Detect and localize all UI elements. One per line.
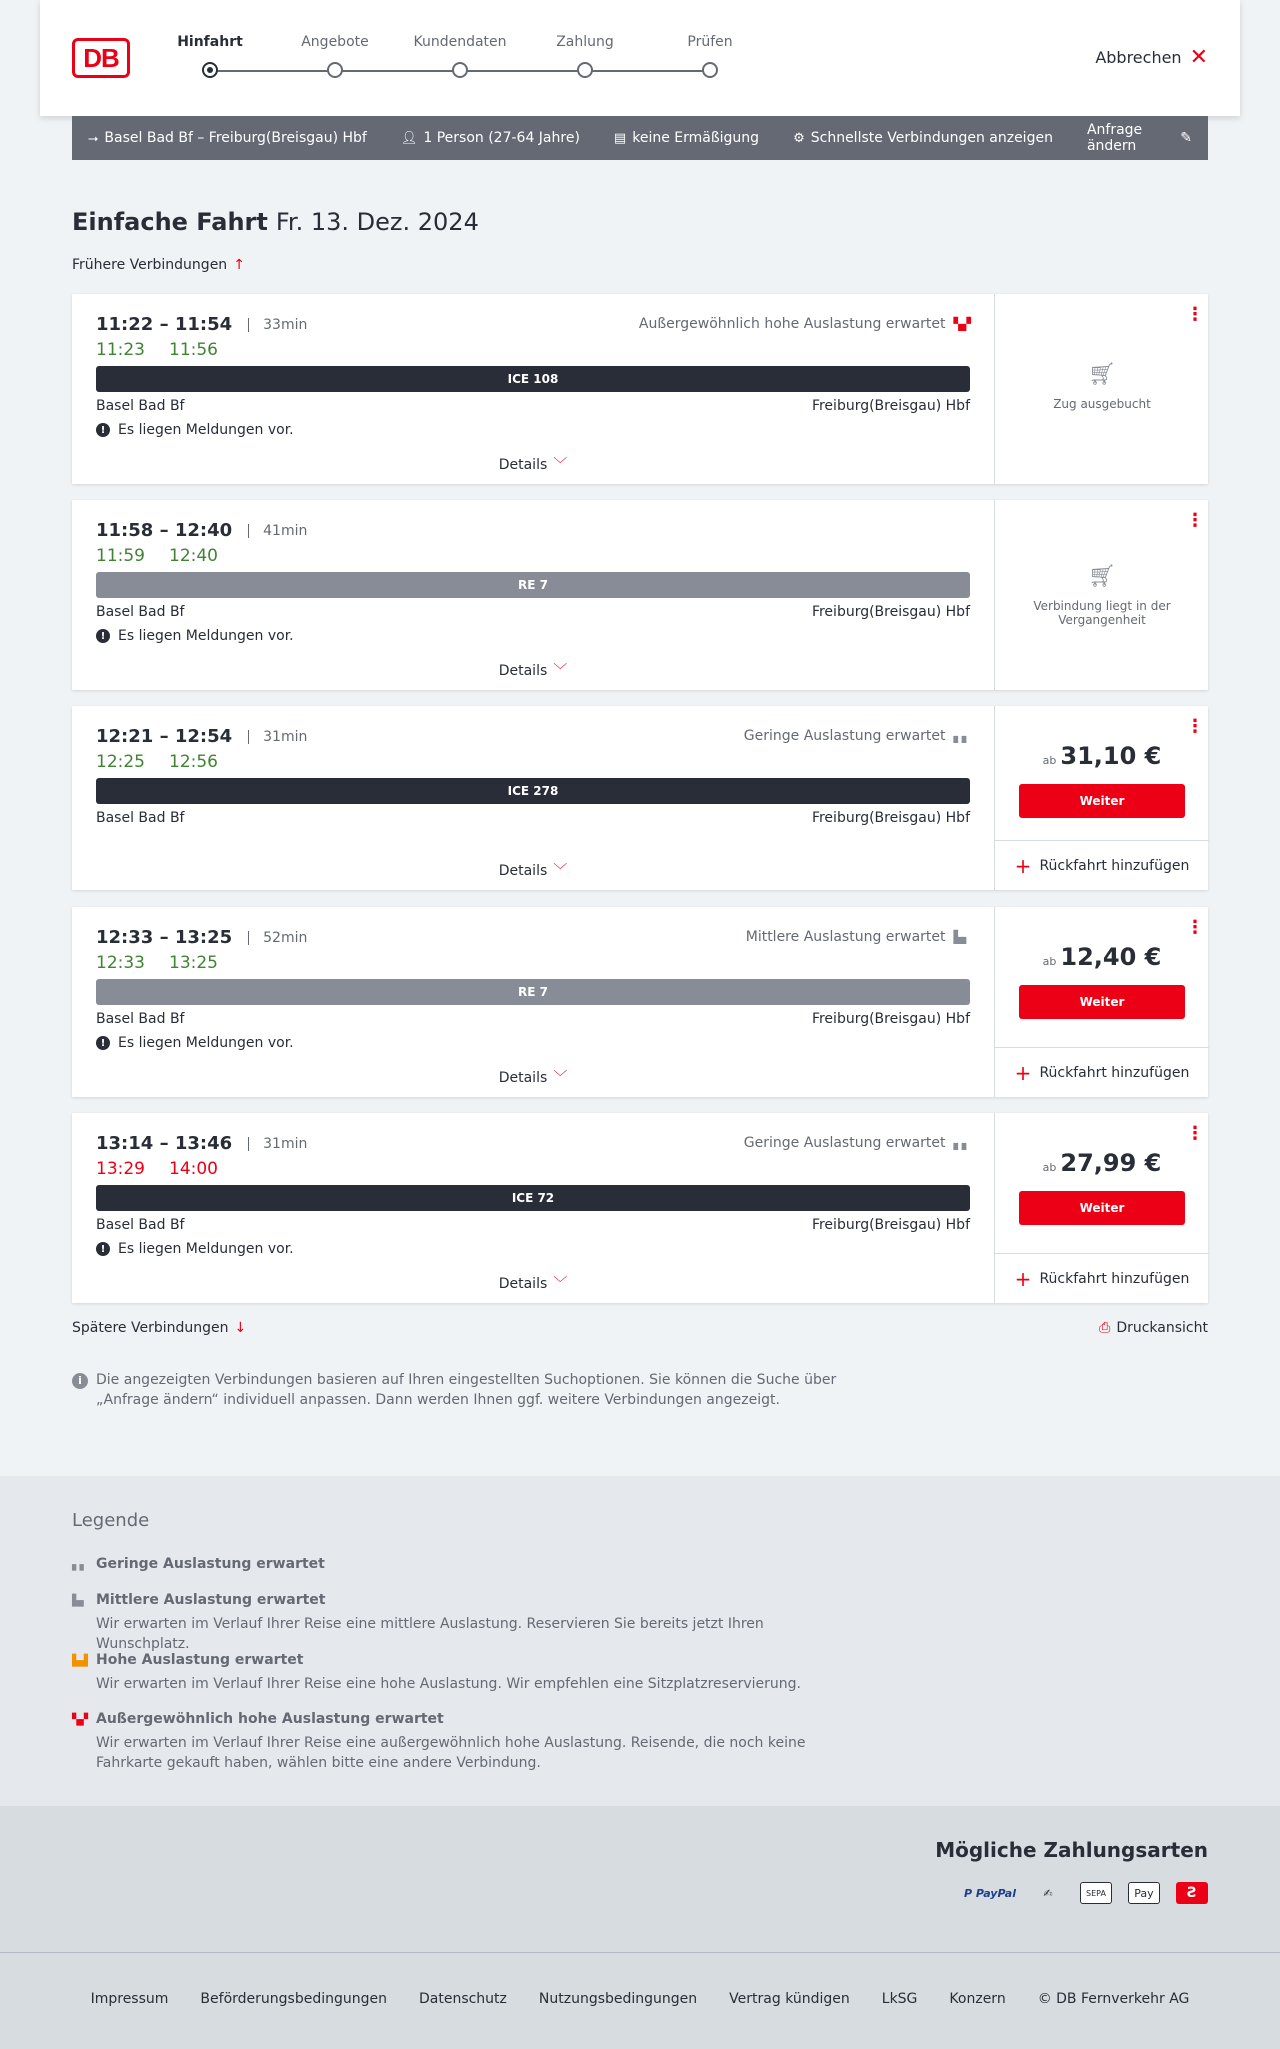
chevron-down-icon: ﹀ — [553, 663, 568, 679]
footer-link-impressum[interactable]: Impressum — [90, 1991, 169, 2007]
summary-travellers — [401, 130, 580, 146]
realtime-times — [96, 953, 218, 973]
footer-link-datenschutz[interactable]: Datenschutz — [418, 1991, 507, 2007]
times-text: 12:21 – 12:54 — [96, 726, 233, 747]
occupancy-indicator — [639, 316, 970, 332]
cancel-label: Abbrechen — [1095, 48, 1182, 67]
step-angebote — [275, 34, 395, 50]
card-icon: ▤ — [613, 130, 627, 146]
origin-station: Basel Bad Bf — [96, 604, 185, 620]
legend-label: Mittlere Auslastung erwartet — [96, 1592, 326, 1608]
booking-header — [40, 0, 1240, 116]
message-notice — [96, 628, 294, 644]
details-toggle[interactable] — [72, 860, 994, 880]
occupancy-indicator — [746, 929, 970, 945]
trip-type: Einfache Fahrt — [72, 208, 268, 236]
fastest-text: Schnellste Verbindungen anzeigen — [810, 130, 1053, 146]
realtime-departure: 11:59 — [96, 546, 145, 566]
step-label: Hinfahrt — [177, 34, 243, 50]
origin-station: Basel Bad Bf — [96, 810, 185, 826]
price — [995, 1149, 1209, 1177]
step-dot — [702, 62, 718, 78]
occupancy-medium-icon: ▙▖ — [72, 1593, 87, 1607]
legend-item-extreme — [72, 1711, 852, 1773]
close-icon: ✕ — [1189, 44, 1208, 70]
footer-link-konzern[interactable]: Konzern — [949, 1991, 1006, 2007]
alert-icon: ! — [96, 1036, 110, 1050]
step-label: Prüfen — [687, 34, 733, 50]
direct-debit-icon: ✍ — [1043, 1886, 1053, 1900]
destination-station: Freiburg(Breisgau) Hbf — [811, 1011, 970, 1027]
connection-info — [72, 500, 994, 690]
connection-card — [72, 706, 1208, 890]
add-return-label: Rückfahrt hinzufügen — [1039, 1064, 1190, 1081]
db-bonus-icon: Ƨ — [1176, 1882, 1208, 1904]
occupancy-high-icon: ▙▟ — [72, 1653, 87, 1667]
legend-desc: Wir erwarten im Verlauf Ihrer Reise eine mittlere Auslastung. Reservieren Sie bereits jetzt Ihren Wunschplatz. — [96, 1616, 764, 1652]
chevron-down-icon: ﹀ — [553, 1276, 568, 1292]
realtime-arrival: 12:56 — [169, 752, 218, 772]
alert-icon: ! — [96, 423, 110, 437]
scheduled-times — [96, 520, 307, 541]
paypal-icon: P PayPal — [963, 1886, 1016, 1900]
legend-item-high — [72, 1652, 852, 1694]
occupancy-text: Geringe Auslastung erwartet — [743, 728, 946, 744]
details-toggle[interactable] — [72, 660, 994, 680]
occupancy-low-icon: ▖▖ — [953, 1136, 970, 1150]
add-return-label: Rückfahrt hinzufügen — [1039, 1270, 1190, 1287]
times-text: 13:14 – 13:46 — [96, 1133, 233, 1154]
details-label: Details — [498, 457, 548, 473]
realtime-departure: 12:25 — [96, 752, 145, 772]
connection-info — [72, 1113, 994, 1303]
times-text: 11:58 – 12:40 — [96, 520, 233, 541]
connection-info — [72, 907, 994, 1097]
more-options-icon[interactable]: ⋮ — [1186, 304, 1204, 325]
realtime-times — [96, 340, 218, 360]
scheduled-times — [96, 726, 307, 747]
connection-info — [72, 706, 994, 890]
earlier-label: Frühere Verbindungen — [72, 257, 228, 273]
train-bar[interactable]: ICE 108 — [96, 366, 970, 392]
occupancy-extreme-icon: ▚▞ — [953, 317, 970, 331]
step-dot — [327, 62, 343, 78]
unavailable-notice — [995, 362, 1209, 411]
realtime-arrival: 12:40 — [169, 546, 218, 566]
summary-route — [88, 130, 367, 146]
footer-copyright: © DB Fernverkehr AG — [1037, 1991, 1190, 2007]
legend-desc: Wir erwarten im Verlauf Ihrer Reise eine außergewöhnlich hohe Auslastung. Reisende, die noch keine Fahrkarte gekauft haben, wählen bitte eine andere Verbindung. — [96, 1735, 806, 1771]
chevron-down-icon: ﹀ — [553, 863, 568, 879]
destination-station: Freiburg(Breisgau) Hbf — [811, 604, 970, 620]
legend-item-low — [72, 1556, 852, 1572]
cart-unavailable-icon: 🛒︎ — [1088, 564, 1116, 589]
realtime-arrival: 14:00 — [169, 1159, 218, 1179]
footer-link-lksg[interactable]: LkSG — [881, 1991, 918, 2007]
legend-desc: Wir erwarten im Verlauf Ihrer Reise eine hohe Auslastung. Wir empfehlen eine Sitzplatzreservierung. — [96, 1676, 801, 1692]
sepa-icon: SEPA — [1080, 1882, 1112, 1904]
realtime-times — [96, 1159, 218, 1179]
footer-link-kuendigen[interactable]: Vertrag kündigen — [729, 1991, 850, 2007]
info-text: Die angezeigten Verbindungen basieren auf Ihren eingestellten Suchoptionen. Sie können die Suche über „Anfrage ändern“ individuell anpassen. Dann werden Ihnen ggf. weitere Verbindungen angezeigt. — [96, 1372, 837, 1408]
alert-icon: ! — [96, 629, 110, 643]
unavailable-notice — [995, 564, 1209, 627]
plus-icon: + — [1014, 853, 1032, 878]
message-notice — [96, 422, 294, 438]
add-return-button[interactable] — [995, 840, 1209, 890]
step-dot — [452, 62, 468, 78]
duration: 33min — [248, 318, 307, 332]
occupancy-text: Außergewöhnlich hohe Auslastung erwartet — [638, 316, 946, 332]
details-label: Details — [498, 1276, 548, 1292]
details-label: Details — [498, 1070, 548, 1086]
scheduled-times — [96, 1133, 307, 1154]
arrow-up-icon: ↑ — [233, 257, 245, 273]
origin-station: Basel Bad Bf — [96, 398, 185, 414]
realtime-departure: 13:29 — [96, 1159, 145, 1179]
details-toggle[interactable] — [72, 1067, 994, 1087]
legend-label: Geringe Auslastung erwartet — [96, 1556, 325, 1572]
occupancy-indicator — [744, 728, 970, 744]
change-request-button[interactable] — [1087, 122, 1192, 154]
footer-link-nutzung[interactable]: Nutzungsbedingungen — [538, 1991, 698, 2007]
legend-section — [0, 1476, 1280, 1806]
more-options-icon[interactable]: ⋮ — [1186, 716, 1204, 737]
occupancy-text: Mittlere Auslastung erwartet — [745, 929, 946, 945]
arrow-down-icon: ↓ — [234, 1320, 247, 1336]
add-return-label: Rückfahrt hinzufügen — [1039, 857, 1190, 874]
plus-icon: + — [1014, 1060, 1032, 1085]
arrow-right-icon: ⭢ — [88, 130, 99, 146]
train-bar[interactable]: ICE 278 — [96, 778, 970, 804]
scheduled-times — [96, 314, 307, 335]
apple-pay-icon: Pay — [1128, 1882, 1160, 1904]
duration: 31min — [248, 730, 307, 744]
details-label: Details — [498, 863, 548, 879]
footer — [0, 1952, 1280, 2049]
train-bar[interactable]: ICE 72 — [96, 1185, 970, 1211]
train-bar[interactable]: RE 7 — [96, 572, 970, 598]
connection-card — [72, 500, 1208, 690]
travellers-text: 1 Person (27-64 Jahre) — [423, 130, 580, 146]
summary-discount — [614, 130, 759, 146]
message-text: Es liegen Meldungen vor. — [118, 1241, 294, 1257]
printer-icon: ⎙ — [1099, 1320, 1111, 1336]
unavailable-text: Zug ausgebucht — [1053, 397, 1151, 411]
payment-title: Mögliche Zahlungsarten — [935, 1838, 1208, 1862]
plus-icon: + — [1014, 1266, 1032, 1291]
message-notice — [96, 1241, 294, 1257]
more-options-icon[interactable]: ⋮ — [1186, 1123, 1204, 1144]
destination-station: Freiburg(Breisgau) Hbf — [811, 398, 970, 414]
price-prefix: ab — [1042, 754, 1057, 767]
realtime-departure: 12:33 — [96, 953, 145, 973]
message-text: Es liegen Meldungen vor. — [118, 1035, 294, 1051]
offer-panel — [994, 294, 1208, 484]
legend-label: Außergewöhnlich hohe Auslastung erwartet — [96, 1711, 444, 1727]
origin-station: Basel Bad Bf — [96, 1217, 185, 1233]
message-text: Es liegen Meldungen vor. — [118, 628, 294, 644]
change-text: Anfrage ändern — [1086, 122, 1143, 154]
duration: 31min — [248, 1137, 307, 1151]
step-zahlung — [525, 34, 645, 50]
details-label: Details — [498, 663, 548, 679]
offer-panel — [994, 907, 1208, 1097]
step-pruefen — [650, 34, 770, 50]
more-options-icon[interactable]: ⋮ — [1186, 510, 1204, 531]
destination-station: Freiburg(Breisgau) Hbf — [811, 1217, 970, 1233]
add-return-button[interactable] — [995, 1253, 1209, 1303]
origin-station: Basel Bad Bf — [96, 1011, 185, 1027]
later-connections-link[interactable] — [72, 1320, 246, 1336]
price-prefix: ab — [1042, 1161, 1057, 1174]
message-text: Es liegen Meldungen vor. — [118, 422, 294, 438]
price — [995, 742, 1209, 770]
filter-icon: ⚙ — [793, 130, 805, 146]
route-text: Basel Bad Bf – Freiburg(Breisgau) Hbf — [104, 130, 367, 146]
later-label: Spätere Verbindungen — [72, 1320, 229, 1336]
step-dot — [202, 62, 218, 78]
offer-panel — [994, 1113, 1208, 1303]
add-return-button[interactable] — [995, 1047, 1209, 1097]
cart-unavailable-icon: 🛒︎ — [1088, 362, 1116, 387]
price-prefix: ab — [1042, 955, 1057, 968]
message-notice — [96, 1035, 294, 1051]
legend-title: Legende — [72, 1510, 150, 1531]
print-view-link[interactable] — [1099, 1320, 1208, 1336]
times-text: 11:22 – 11:54 — [96, 314, 233, 335]
step-label: Zahlung — [556, 34, 614, 50]
offer-panel — [994, 500, 1208, 690]
person-icon: 👤︎ — [400, 130, 418, 146]
print-label: Druckansicht — [1116, 1320, 1208, 1336]
offer-panel — [994, 706, 1208, 890]
duration: 41min — [248, 524, 307, 538]
continue-button[interactable]: Weiter — [1019, 784, 1185, 818]
details-toggle[interactable] — [72, 1273, 994, 1293]
summary-fastest[interactable] — [793, 130, 1053, 146]
realtime-arrival: 11:56 — [169, 340, 218, 360]
earlier-connections-link[interactable] — [72, 257, 245, 273]
discount-text: keine Ermäßigung — [632, 130, 760, 146]
realtime-times — [96, 752, 218, 772]
continue-button[interactable]: Weiter — [1019, 1191, 1185, 1225]
step-kundendaten — [400, 34, 520, 50]
footer-link-befoerderung[interactable]: Beförderungsbedingungen — [200, 1991, 387, 2007]
connection-card — [72, 1113, 1208, 1303]
destination-station: Freiburg(Breisgau) Hbf — [811, 810, 970, 826]
chevron-down-icon: ﹀ — [553, 457, 568, 473]
payment-icons — [964, 1882, 1208, 1904]
occupancy-low-icon: ▖▖ — [953, 729, 970, 743]
price — [995, 943, 1209, 971]
connection-info — [72, 294, 994, 484]
occupancy-medium-icon: ▙▖ — [953, 930, 970, 944]
realtime-arrival: 13:25 — [169, 953, 218, 973]
cancel-button[interactable] — [1095, 44, 1208, 70]
db-logo[interactable]: DB — [72, 38, 130, 78]
occupancy-extreme-icon: ▚▞ — [72, 1712, 87, 1726]
price-value: 31,10 € — [1060, 742, 1162, 770]
payment-methods-section — [0, 1806, 1280, 1952]
continue-button[interactable]: Weiter — [1019, 985, 1185, 1019]
train-bar[interactable]: RE 7 — [96, 979, 970, 1005]
legend-item-medium — [72, 1592, 852, 1654]
more-options-icon[interactable]: ⋮ — [1186, 917, 1204, 938]
duration: 52min — [248, 931, 307, 945]
details-toggle[interactable] — [72, 454, 994, 474]
legend-label: Hohe Auslastung erwartet — [96, 1652, 304, 1668]
info-icon: i — [72, 1373, 88, 1389]
realtime-times — [96, 546, 218, 566]
trip-date: Fr. 13. Dez. 2024 — [275, 208, 479, 236]
times-text: 12:33 – 13:25 — [96, 927, 233, 948]
scheduled-times — [96, 927, 307, 948]
price-value: 27,99 € — [1060, 1149, 1162, 1177]
step-dot — [577, 62, 593, 78]
occupancy-low-icon: ▖▖ — [72, 1557, 87, 1571]
search-info-note — [72, 1370, 852, 1410]
pencil-icon: ✎ — [1180, 130, 1192, 146]
step-label: Angebote — [301, 34, 369, 50]
connection-card — [72, 294, 1208, 484]
realtime-departure: 11:23 — [96, 340, 145, 360]
chevron-down-icon: ﹀ — [553, 1070, 568, 1086]
connection-card — [72, 907, 1208, 1097]
occupancy-indicator — [744, 1135, 970, 1151]
page-title — [72, 208, 479, 236]
price-value: 12,40 € — [1060, 943, 1162, 971]
unavailable-text: Verbindung liegt in der Vergangenheit — [1033, 599, 1171, 627]
step-hinfahrt — [150, 34, 270, 50]
search-summary-bar — [72, 116, 1208, 160]
occupancy-text: Geringe Auslastung erwartet — [743, 1135, 946, 1151]
step-label: Kundendaten — [413, 34, 507, 50]
alert-icon: ! — [96, 1242, 110, 1256]
